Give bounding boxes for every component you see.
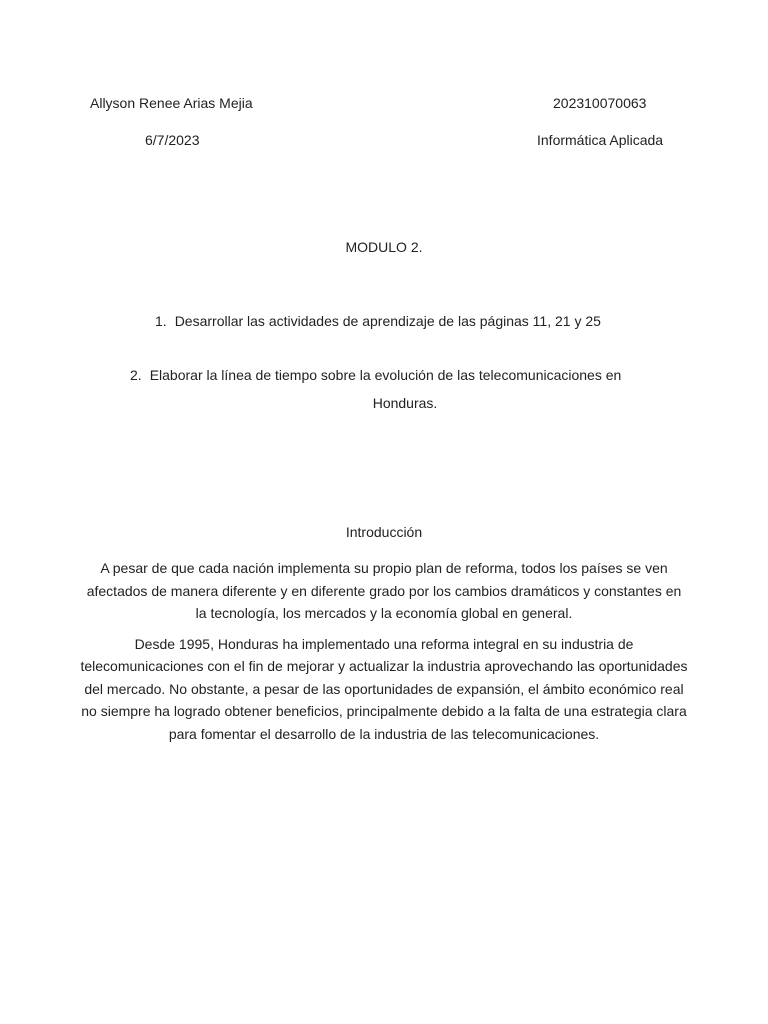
intro-heading: Introducción — [345, 524, 423, 540]
task-item-2 — [130, 366, 621, 384]
task-text: Elaborar la línea de tiempo sobre la evolución de las telecomunicaciones en — [149, 367, 622, 383]
course-name: Informática Aplicada — [537, 132, 664, 148]
task-text: Desarrollar las actividades de aprendizaje de las páginas 11, 21 y 25 — [174, 313, 601, 329]
task-text-continued: Honduras. — [372, 395, 438, 411]
document-date: 6/7/2023 — [145, 132, 200, 148]
task-item-1 — [155, 312, 601, 330]
task-number: 1. — [155, 313, 167, 329]
student-id: 202310070063 — [553, 95, 647, 111]
student-name: Allyson Renee Arias Mejia — [90, 95, 253, 111]
task-number: 2. — [130, 367, 142, 383]
intro-paragraph-2: Desde 1995, Honduras ha implementado una reforma integral en su industria de telecomunicaciones con el fin de mejorar y actualizar la industria aprovechando las oportunidades del mercado. No obstante, a pesar de las oportunidades de expansión, el ámbito económico real no siempre ha logrado obtener beneficios, principalmente debido a la falta de una estrategia clara para fomentar el desarrollo de la industria de las telecomunicaciones. — [80, 635, 688, 742]
intro-paragraph-1: A pesar de que cada nación implementa su propio plan de reforma, todos los países se ven afectados de manera diferente y en diferente grado por los cambios dramáticos y constantes en la tecnología, los mercados y la economía global en general. — [86, 560, 682, 621]
intro-body — [80, 557, 688, 745]
module-title: MODULO 2. — [345, 239, 423, 255]
